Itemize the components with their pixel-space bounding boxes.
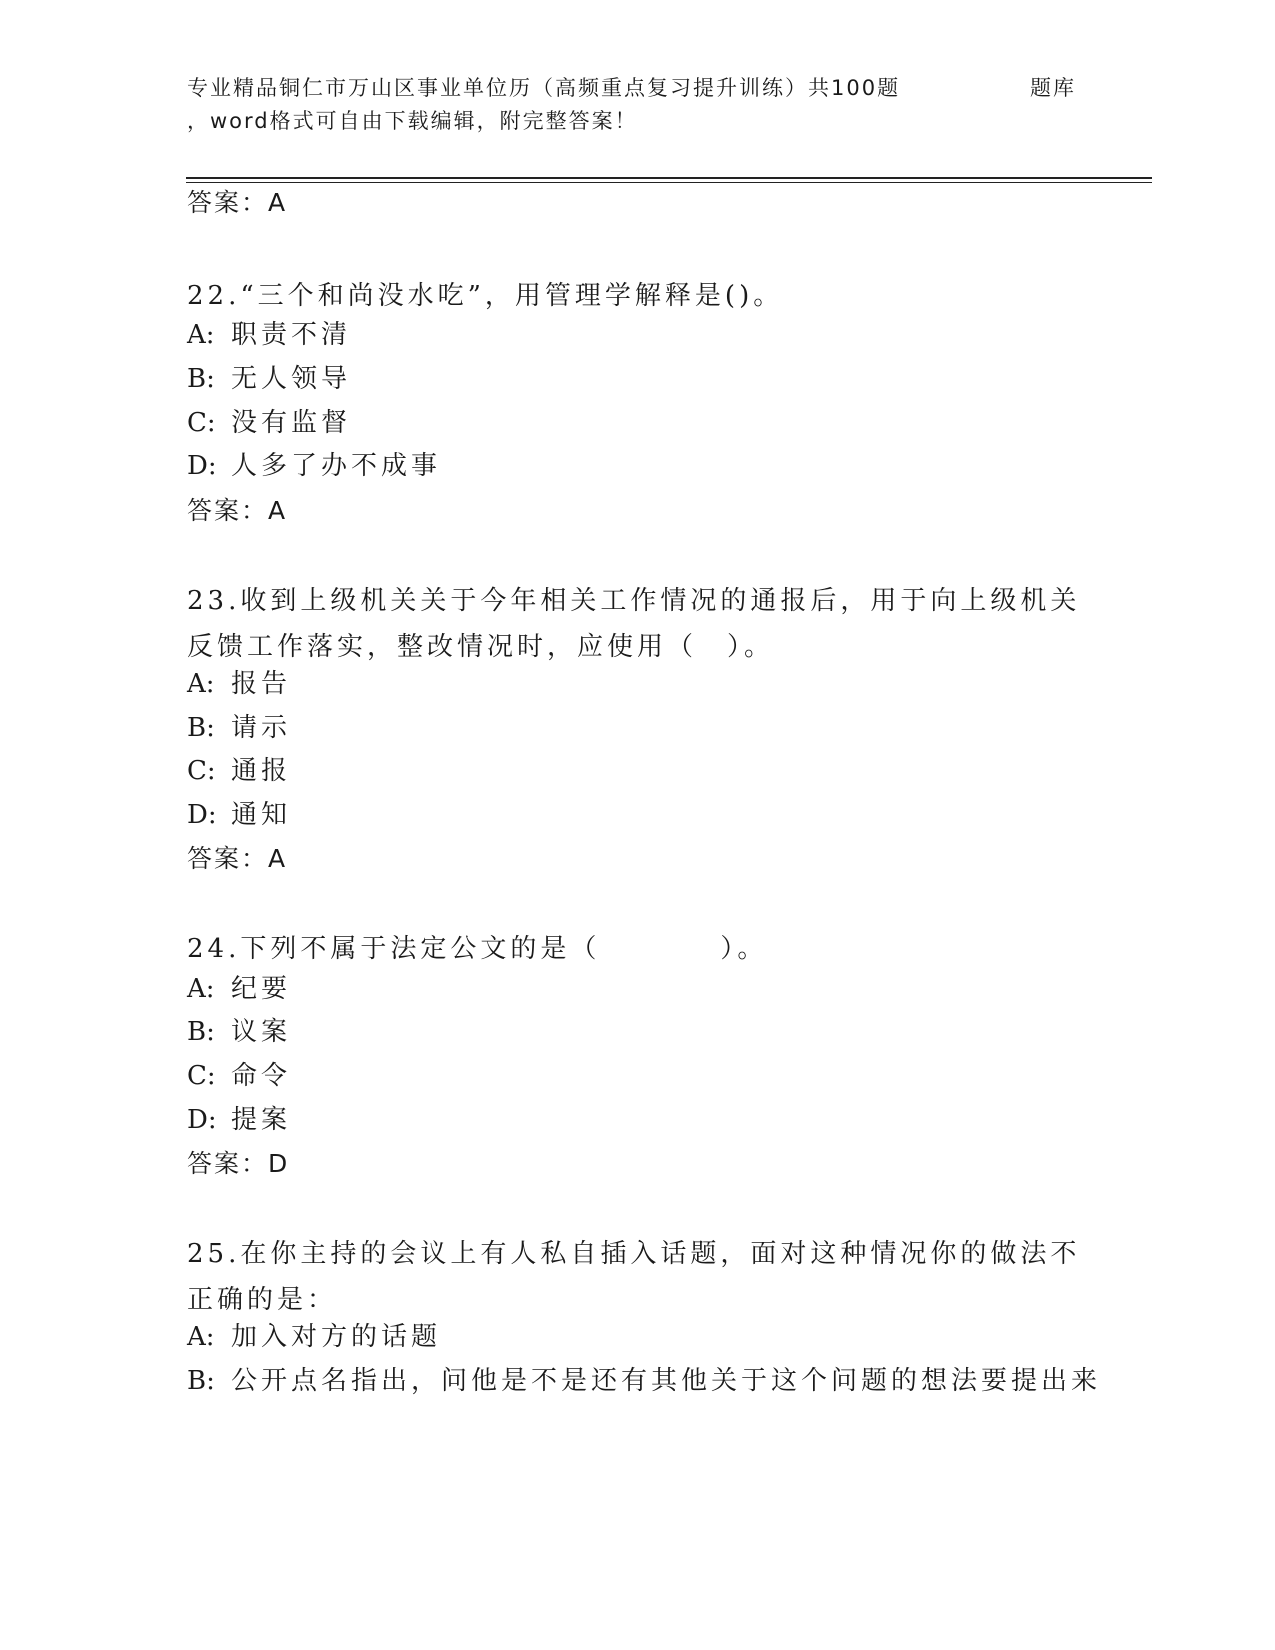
answer-line: 答案：D bbox=[187, 1149, 290, 1178]
option-key: B: bbox=[187, 1017, 215, 1047]
header-divider-thin bbox=[186, 182, 1152, 183]
option-key: A: bbox=[187, 974, 215, 1004]
question-option bbox=[187, 1103, 291, 1137]
question-option bbox=[187, 1364, 1101, 1398]
option-text: 请示 bbox=[231, 713, 292, 743]
answer-line: 答案：A bbox=[187, 188, 288, 217]
option-key: D: bbox=[187, 800, 217, 830]
option-key: A: bbox=[187, 1322, 215, 1352]
option-key: D: bbox=[187, 1105, 217, 1135]
question-option bbox=[187, 1059, 291, 1093]
page-header bbox=[187, 72, 1087, 138]
question-option bbox=[187, 406, 351, 440]
question-option bbox=[187, 972, 291, 1006]
question-option bbox=[187, 754, 291, 788]
option-key: C: bbox=[187, 408, 216, 438]
option-text: 报告 bbox=[231, 669, 292, 699]
option-text: 提案 bbox=[231, 1105, 292, 1135]
answer-line: 答案：A bbox=[187, 844, 288, 873]
question-option bbox=[187, 667, 291, 701]
question-option bbox=[187, 449, 441, 483]
option-text: 公开点名指出，问他是不是还有其他关于这个问题的想法要提出来 bbox=[231, 1366, 1102, 1396]
option-text: 人多了办不成事 bbox=[231, 451, 442, 481]
option-text: 议案 bbox=[231, 1017, 292, 1047]
question-option bbox=[187, 362, 351, 396]
option-key: D: bbox=[187, 451, 217, 481]
option-key: B: bbox=[187, 713, 215, 743]
option-text: 无人领导 bbox=[231, 364, 352, 394]
question-option bbox=[187, 711, 291, 745]
question-stem: 23.收到上级机关关于今年相关工作情况的通报后，用于向上级机关反馈工作落实，整改情况时，应使用（ ）。 bbox=[187, 586, 1081, 662]
question-option bbox=[187, 318, 351, 352]
option-text: 没有监督 bbox=[231, 408, 352, 438]
answer-line: 答案：A bbox=[187, 496, 288, 525]
option-text: 通报 bbox=[231, 756, 292, 786]
option-text: 通知 bbox=[231, 800, 292, 830]
option-key: A: bbox=[187, 320, 215, 350]
option-text: 纪要 bbox=[231, 974, 292, 1004]
option-text: 职责不清 bbox=[231, 320, 352, 350]
header-title: 专业精品铜仁市万山区事业单位历（高频重点复习提升训练）共100题 bbox=[187, 76, 901, 100]
question-stem: 22.“三个和尚没水吃”，用管理学解释是()。 bbox=[187, 281, 784, 311]
header-tag: 题库 bbox=[1030, 76, 1076, 100]
question-option bbox=[187, 1320, 441, 1354]
option-key: B: bbox=[187, 1366, 215, 1396]
header-subtitle: ，word格式可自由下载编辑，附完整答案！ bbox=[187, 109, 638, 133]
option-key: C: bbox=[187, 756, 216, 786]
question-option bbox=[187, 1015, 291, 1049]
option-text: 加入对方的话题 bbox=[231, 1322, 442, 1352]
option-key: A: bbox=[187, 669, 215, 699]
option-key: B: bbox=[187, 364, 215, 394]
header-divider-thick bbox=[186, 177, 1152, 179]
option-key: C: bbox=[187, 1061, 216, 1091]
question-stem: 25.在你主持的会议上有人私自插入话题，面对这种情况你的做法不正确的是： bbox=[187, 1239, 1081, 1315]
option-text: 命令 bbox=[231, 1061, 292, 1091]
question-option bbox=[187, 798, 291, 832]
question-stem: 24.下列不属于法定公文的是（ ）。 bbox=[187, 934, 768, 964]
